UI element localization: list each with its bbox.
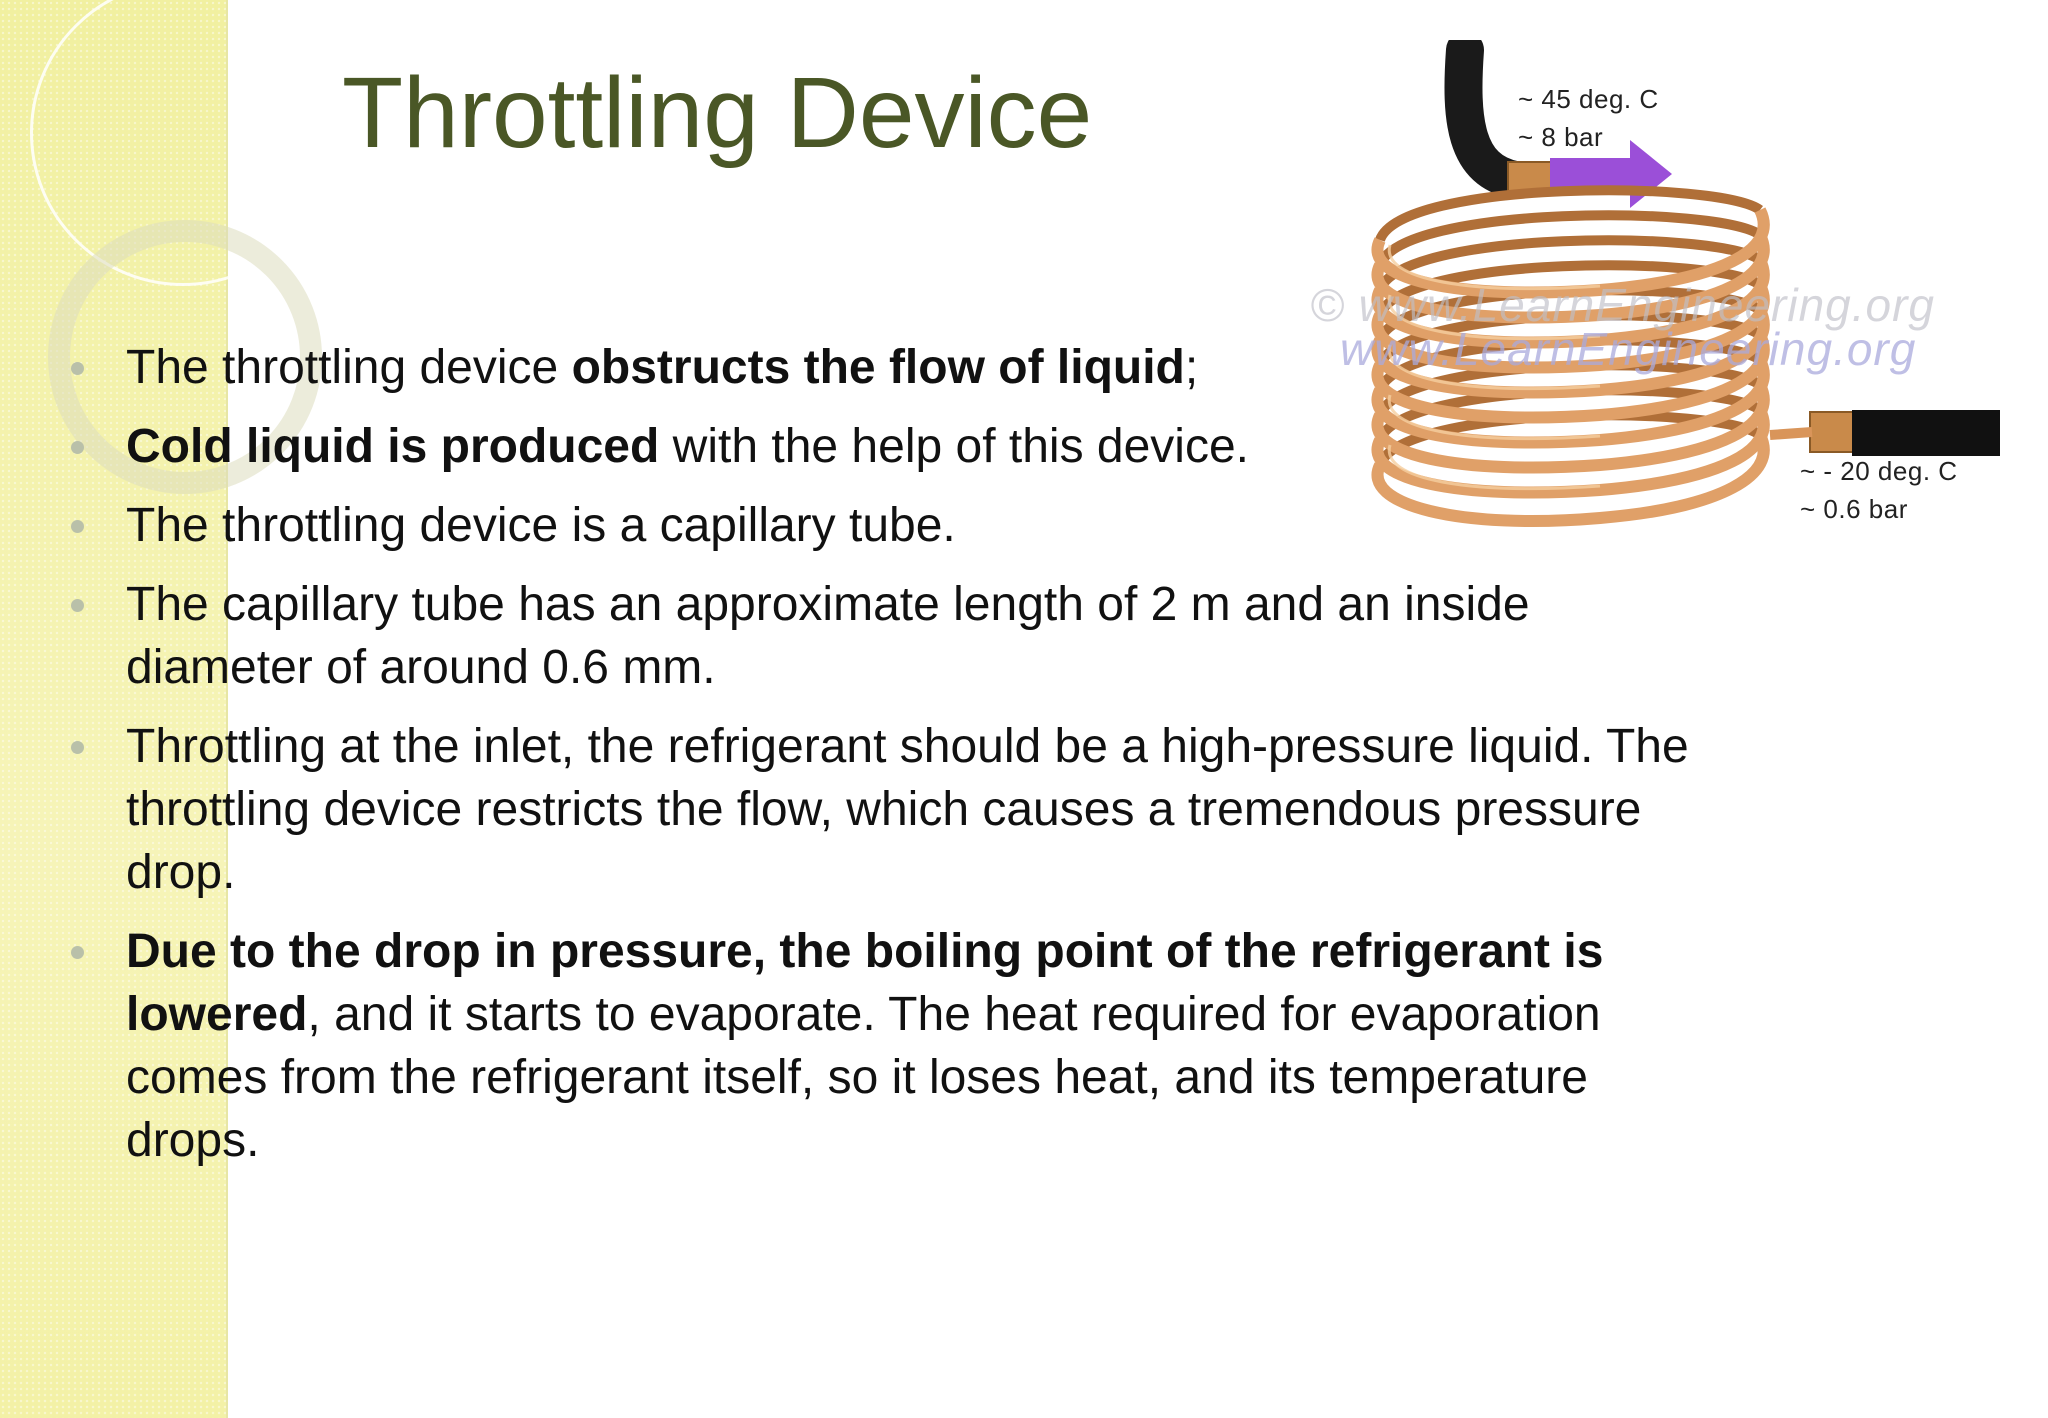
- inlet-temperature-label: ~ 45 deg. C: [1518, 84, 1659, 114]
- bullet-item: [0, 415, 1700, 478]
- bullet-item: [0, 494, 1700, 557]
- outlet-tube: [1770, 432, 1812, 435]
- bullet-item: [0, 336, 1700, 399]
- bullet-item: [0, 920, 1700, 1172]
- outlet-pipe: [1852, 410, 2000, 456]
- outlet-temperature-label: ~ - 20 deg. C: [1800, 456, 1958, 486]
- bullet-bold-text: Due to the drop in pressure, the boiling point of the refrigerant is lowered: [126, 925, 1604, 1041]
- bullet-text: ;: [1184, 341, 1199, 394]
- outlet-pressure-label: ~ 0.6 bar: [1800, 494, 1908, 524]
- bullet-dot-icon: [71, 520, 84, 533]
- inlet-pressure-label: ~ 8 bar: [1518, 122, 1604, 152]
- bullet-bold-text: Cold liquid is produced: [126, 420, 660, 473]
- bullet-item: [0, 573, 1700, 699]
- bullet-text: , and it starts to evaporate. The heat required for evaporation comes from the refrigerant itself, so it loses heat, and its temperature drops.: [126, 988, 1601, 1167]
- bullet-dot-icon: [71, 441, 84, 454]
- bullet-dot-icon: [71, 946, 84, 959]
- bullet-item: [0, 715, 1700, 904]
- outlet-fitting: [1810, 412, 1854, 452]
- bullet-text: with the help of this device.: [659, 420, 1249, 473]
- bullet-text: The throttling device is a capillary tube.: [126, 499, 956, 552]
- bullet-list: [0, 336, 1700, 1172]
- watermark: © www.LearnEngineering.org: [1310, 279, 1936, 331]
- bullet-dot-icon: [71, 599, 84, 612]
- watermark: www.LearnEngineering.org: [1340, 323, 1917, 375]
- bullet-dot-icon: [71, 741, 84, 754]
- bullet-dot-icon: [71, 362, 84, 375]
- bullet-text: The throttling device: [126, 341, 572, 394]
- bullet-bold-text: obstructs the flow of liquid: [571, 341, 1185, 394]
- slide-title: Throttling Device: [342, 57, 1093, 169]
- bullet-text: The capillary tube has an approximate length of 2 m and an inside diameter of around 0.6 mm.: [126, 578, 1530, 694]
- bullet-text: Throttling at the inlet, the refrigerant should be a high-pressure liquid. The throttling device restricts the flow, which causes a tremendous pressure drop.: [126, 720, 1689, 899]
- inlet-pipe: [1463, 50, 1515, 180]
